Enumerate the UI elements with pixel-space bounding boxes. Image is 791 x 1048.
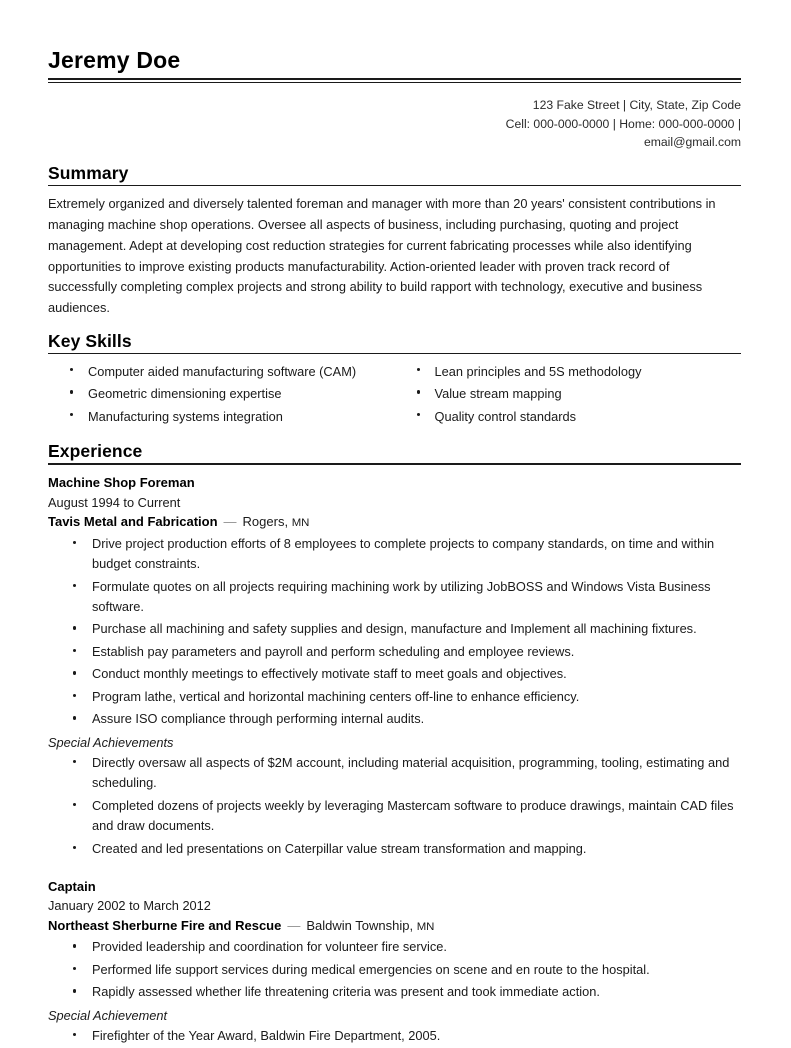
job-state: MN [291, 516, 310, 529]
list-item: Provided leadership and coordination for volunteer fire service. [48, 937, 741, 959]
key-skills-columns [48, 362, 741, 429]
contact-info [48, 96, 741, 151]
list-item: Program lathe, vertical and horizontal machining centers off-line to enhance efficiency. [48, 687, 741, 709]
list-item: Lean principles and 5S methodology [395, 362, 742, 384]
contact-line-email: email@gmail.com [643, 134, 741, 149]
job-city: Baldwin Township, [306, 917, 414, 933]
job-duties-list [48, 937, 741, 1004]
list-item: Directly oversaw all aspects of $2M account, including material acquisition, programming, tooling, estimating and scheduling. [48, 753, 741, 796]
list-item: Assure ISO compliance through performing internal audits. [48, 709, 741, 731]
experience-entry [48, 877, 741, 1048]
job-company-location [48, 512, 741, 533]
section-key-skills [48, 331, 741, 429]
contact-line-phones: Cell: 000-000-0000 | Home: 000-000-0000 | [505, 116, 741, 131]
special-achievements-label: Special Achievement [48, 1007, 168, 1023]
section-experience [48, 441, 741, 1048]
key-skills-column-left [48, 362, 395, 429]
list-item: Drive project production efforts of 8 employees to complete projects to company standards, on time and within budget constraints. [48, 534, 741, 577]
list-item: Manufacturing systems integration [48, 407, 395, 429]
experience-divider [48, 463, 741, 465]
list-item: Firefighter of the Year Award, Baldwin Fire Department, 2005. [48, 1026, 741, 1048]
list-item: Quality control standards [395, 407, 742, 429]
list-item: Establish pay parameters and payroll and perform scheduling and employee reviews. [48, 642, 741, 664]
key-skills-divider [48, 353, 741, 354]
special-achievements-label: Special Achievements [48, 734, 174, 750]
list-item: Formulate quotes on all projects requiring machining work by utilizing JobBOSS and Windows Vista Business software. [48, 577, 741, 620]
list-item: Performed life support services during medical emergencies on scene and en route to the hospital. [48, 960, 741, 982]
list-item: Created and led presentations on Caterpillar value stream transformation and mapping. [48, 839, 741, 861]
job-state: MN [416, 920, 435, 933]
contact-line-address: 123 Fake Street | City, State, Zip Code [532, 98, 741, 113]
summary-divider [48, 185, 741, 186]
job-company-location [48, 916, 741, 937]
key-skills-list-left [48, 362, 395, 429]
name-divider [48, 78, 741, 83]
job-title: Machine Shop Foreman [48, 475, 195, 491]
job-company-name: Tavis Metal and Fabrication [48, 513, 218, 529]
key-skills-column-right [395, 362, 742, 429]
list-item: Conduct monthly meetings to effectively motivate staff to meet goals and objectives. [48, 664, 741, 686]
job-company-name: Northeast Sherburne Fire and Rescue [48, 917, 282, 933]
list-item: Completed dozens of projects weekly by leveraging Mastercam software to produce drawings, maintain CAD files and draw documents. [48, 796, 741, 839]
section-title-summary: Summary [48, 163, 129, 184]
summary-paragraph: Extremely organized and diversely talented foreman and manager with more than 20 years' consistent contributions in managing machine shop operations. Oversee all aspects of business, including purchasing, quoting and project management. Adept at developing cost reduction strategies for current fabricating processes while also identifying opportunities to improve existing products manufacturability. Action-oriented leader with proven track record of successfully completing complex projects and strong ability to build rapport with technology, executive and business audiences. [48, 196, 716, 315]
job-city: Rogers, [242, 513, 289, 529]
job-dates: January 2002 to March 2012 [48, 898, 211, 914]
key-skills-list-right [395, 362, 742, 429]
header-name-block [48, 48, 741, 83]
list-item: Value stream mapping [395, 384, 742, 406]
list-item: Purchase all machining and safety supplies and design, manufacture and Implement all machining fixtures. [48, 619, 741, 641]
job-dates: August 1994 to Current [48, 494, 181, 510]
job-achievements-list [48, 753, 741, 861]
list-item: Computer aided manufacturing software (CAM) [48, 362, 395, 384]
experience-entry [48, 473, 741, 861]
section-title-experience: Experience [48, 441, 143, 462]
section-summary [48, 163, 741, 318]
page-title: Jeremy Doe [48, 47, 181, 73]
list-item: Rapidly assessed whether life threatening criteria was present and took immediate action. [48, 982, 741, 1004]
job-title: Captain [48, 878, 96, 894]
section-title-key-skills: Key Skills [48, 330, 132, 351]
job-duties-list [48, 534, 741, 732]
separator-dash: — [223, 513, 237, 529]
separator-dash: — [287, 917, 301, 933]
job-achievements-list [48, 1026, 741, 1048]
list-item: Geometric dimensioning expertise [48, 384, 395, 406]
